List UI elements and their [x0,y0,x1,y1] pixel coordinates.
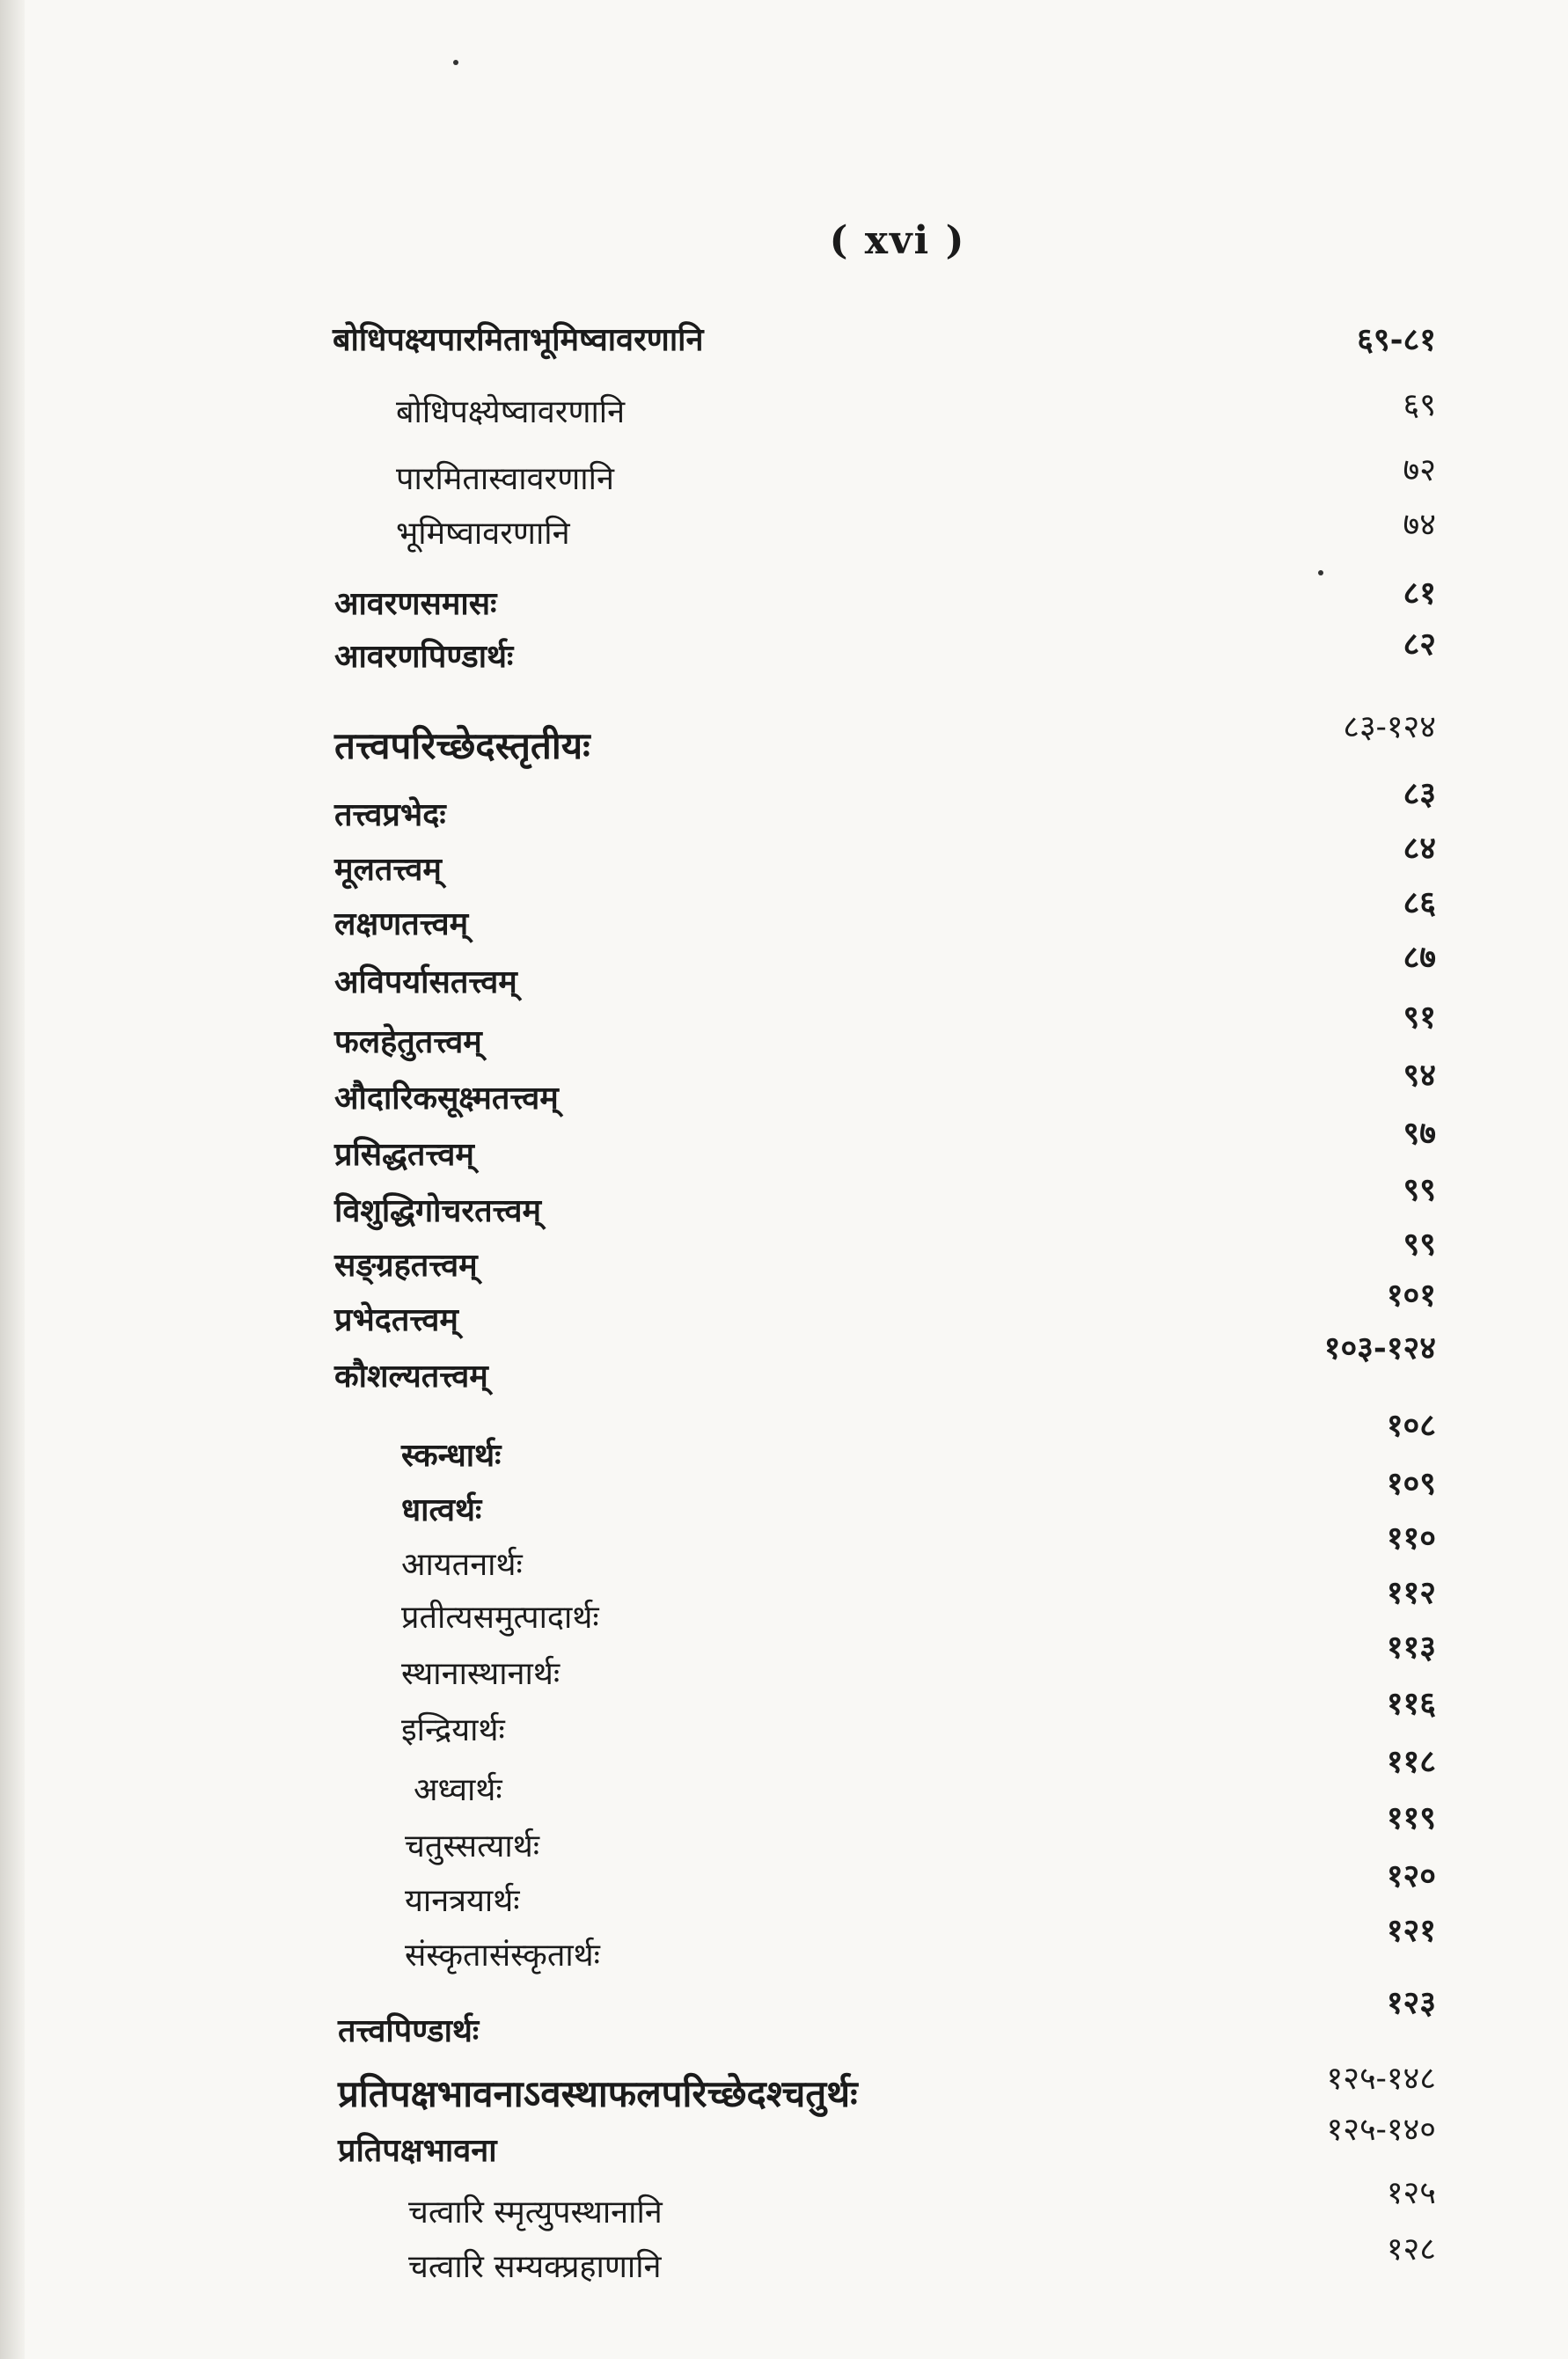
entry-page: १२५-१४० [1326,2112,1436,2148]
entry-title: संस्कृतासंस्कृतार्थः [405,1938,600,1974]
entry-page: ८४ [1403,830,1436,867]
entry-page: १०९ [1386,1465,1436,1502]
entry-title: चत्वारि सम्यक्प्रहाणानि [408,2249,662,2285]
entry-title: बोधिपक्ष्येष्वावरणानि [396,394,626,430]
entry-page: ९९ [1403,1171,1436,1208]
entry-title: प्रतीत्यसमुत्पादार्थः [401,1600,599,1636]
entry-title: लक्षणतत्त्वम् [334,905,469,942]
entry-page: ९७ [1403,1115,1436,1152]
entry-title: भूमिष्वावरणानि [396,516,570,552]
entry-title: तत्त्वपिण्डार्थः [338,2012,480,2049]
entry-title: प्रतिपक्षभावना [338,2132,497,2169]
entry-page: १२५ [1386,2175,1436,2211]
entry-page: ८२ [1403,626,1436,663]
entry-page: ११२ [1386,1574,1436,1611]
entry-title: अध्वार्थः [414,1772,502,1808]
entry-title: यानत्रयार्थः [405,1883,520,1919]
entry-page: १०८ [1386,1407,1436,1444]
entry-page: ९१ [1403,999,1436,1036]
entry-page: १२३ [1386,1984,1436,2021]
entry-page: ८६ [1403,884,1436,921]
entry-title: आवरणसमासः [334,585,497,622]
entry-page: १०३-१२४ [1323,1330,1436,1366]
entry-page: ११६ [1386,1685,1436,1722]
entry-title: कौशल्यतत्त्वम् [334,1358,488,1395]
entry-title: आवरणपिण्डार्थः [334,638,514,675]
entry-page: ७२ [1403,452,1436,488]
entry-page: १२८ [1386,2231,1436,2267]
entry-page: १२५-१४८ [1326,2061,1436,2097]
entry-page: १०१ [1386,1277,1436,1314]
entry-page: ७४ [1403,507,1436,543]
entry-title: इन्द्रियार्थः [401,1712,505,1748]
entry-title: पारमितास्वावरणानि [396,461,614,497]
entry-page: १२० [1386,1857,1436,1894]
entry-title: बोधिपक्ष्यपारमिताभूमिष्वावरणानि [333,321,704,358]
page-number: ( xvi ) [829,218,966,263]
entry-page: ८३-१२४ [1343,709,1436,745]
entry-page: ६९ [1403,387,1436,423]
entry-title: विशुद्धिगोचरतत्त्वम् [334,1192,542,1229]
entry-title: तत्त्वपरिच्छेदस्तृतीयः [334,724,590,767]
entry-page: ११० [1386,1520,1436,1557]
entry-title: चत्वारि स्मृत्युपस्थानानि [408,2194,663,2231]
entry-title: तत्त्वप्रभेदः [334,796,446,833]
entry-title: आयतनार्थः [401,1547,523,1583]
entry-page: ९९ [1403,1226,1436,1263]
entry-page: ११३ [1386,1629,1436,1666]
entry-title: मूलतत्त्वम् [334,851,442,888]
entry-page: ६९-८१ [1357,321,1436,358]
entry-title: स्थानास्थानार्थः [401,1656,561,1692]
entry-page: ११८ [1386,1743,1436,1780]
entry-page: ८१ [1403,575,1436,612]
entry-page: ८३ [1403,775,1436,812]
entry-title: धात्वर्थः [401,1491,482,1528]
entry-title: प्रसिद्धतत्त्वम् [334,1136,474,1173]
entry-title: प्रभेदतत्त्वम् [334,1301,458,1338]
entry-title: फलहेतुतत्त्वम् [334,1023,482,1060]
entry-page: ९४ [1403,1057,1436,1094]
entry-title: स्कन्धार्थः [401,1437,502,1474]
entry-page: ८७ [1403,939,1436,976]
entry-title: अविपर्यासतत्त्वम् [334,963,517,1000]
entry-title: सङ्ग्रहतत्त्वम् [334,1247,478,1284]
entry-title: औदारिकसूक्ष्मतत्त्वम् [334,1080,559,1117]
entry-title: प्रतिपक्षभावनाऽवस्थाफलपरिच्छेदश्चतुर्थः [338,2072,858,2115]
entry-page: ११९ [1386,1799,1436,1836]
entry-title: चतुस्सत्यार्थः [405,1828,540,1864]
entry-page: १२१ [1386,1912,1436,1949]
